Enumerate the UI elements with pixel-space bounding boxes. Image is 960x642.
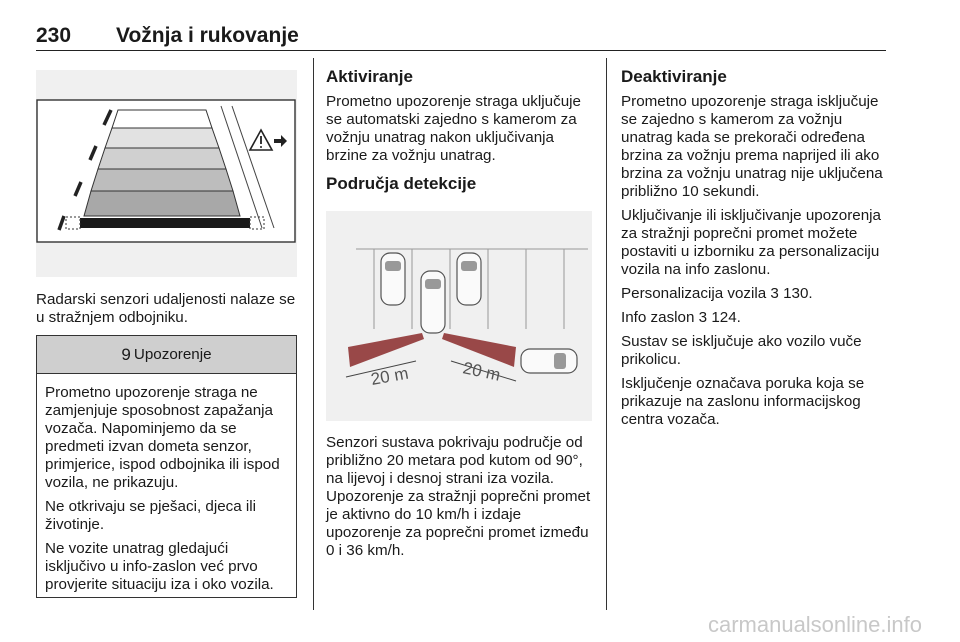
warning-paragraph: Ne vozite unatrag gledajući isključivo u info-zaslon već prvo provjerite situaciju iza i oko vozila. [45, 540, 274, 593]
left-column [36, 291, 298, 333]
warning-box [36, 335, 297, 598]
message-paragraph: Isključenje označava poruka koja se prikazuje na zaslonu informacijskog centra vozača. [621, 375, 865, 428]
rear-camera-illustration [36, 70, 297, 277]
column-divider-2 [606, 58, 607, 610]
toggle-paragraph: Uključivanje ili isključivanje upozorenja za stražnji poprečni promet možete postaviti u izborniku za personalizaciju vozila na info zaslonu. [621, 207, 881, 278]
figure-caption: Radarski senzori udaljenosti nalaze se u stražnjem odbojniku. [36, 291, 296, 326]
right-column [621, 66, 883, 435]
detection-zones-figure [326, 211, 592, 421]
detection-zones-illustration [326, 211, 592, 421]
heading-deactivation: Deaktiviranje [621, 67, 727, 86]
detection-paragraph: Senzori sustava pokrivaju područje od približno 20 metara pod kutom od 90°, na lijevoj i desnoj strani iza vozila. Upozorenje za stražnji poprečni promet je aktivno do 10 km/h i izdaje upozorenje za poprečni promet između 0 i 36 km/h. [326, 434, 591, 559]
warning-paragraph: Ne otkrivaju se pješaci, djeca ili životinje. [45, 498, 257, 533]
column-divider-1 [313, 58, 314, 610]
trailer-paragraph: Sustav se isključuje ako vozilo vuče prikolicu. [621, 333, 862, 368]
watermark: carmanualsonline.info [707, 612, 922, 637]
left-range-label: 20 m [369, 363, 410, 389]
heading-activation: Aktiviranje [326, 67, 413, 86]
deactivation-paragraph: Prometno upozorenje straga isključuje se zajedno s kamerom za vožnju unatrag kada se prekorači određena brzina za vožnju prema naprijed ili ako brzina za vožnju unatrag nije uključena približno 10 sekundi. [621, 93, 883, 200]
reference-info-display: Info zaslon 3 124. [621, 309, 741, 326]
page-number: 230 [36, 24, 72, 47]
warning-symbol-icon: 9 [121, 344, 131, 364]
warning-body [37, 374, 296, 594]
middle-column-top [326, 66, 594, 200]
warning-paragraph: Prometno upozorenje straga ne zamjenjuje sposobnost zapažanja vozača. Napominjemo da se predmeti izvan dometa senzor, primjerice, ispod odbojnika ili ispod vozila, ne prikazuju. [45, 384, 280, 491]
crossing-car-icon [521, 349, 577, 373]
heading-detection-zones: Područja detekcije [326, 174, 477, 193]
activation-paragraph: Prometno upozorenje straga uključuje se automatski zajedno s kamerom za vožnju unatrag nakon uključivanja brzine za vožnju unatrag. [326, 93, 581, 164]
warning-header [37, 336, 296, 374]
page-header [36, 24, 886, 51]
warning-title: Upozorenje [133, 346, 212, 363]
rear-camera-display-figure [36, 70, 297, 277]
reference-personalization: Personalizacija vozila 3 130. [621, 285, 813, 302]
page-title: Vožnja i rukovanje [116, 24, 299, 47]
right-range-label: 20 m [461, 358, 503, 385]
middle-column-bottom [326, 434, 594, 566]
